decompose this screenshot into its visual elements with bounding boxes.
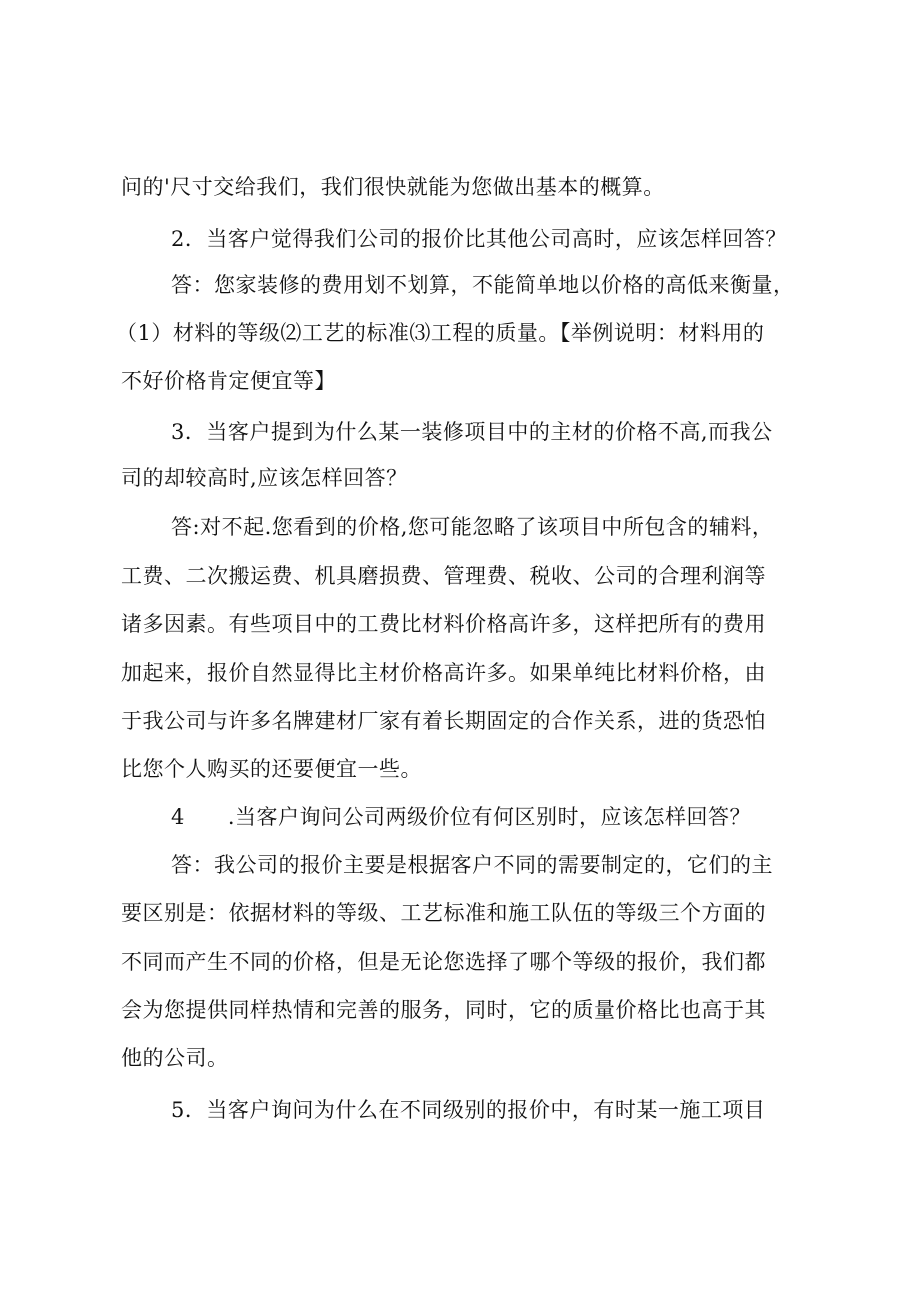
text-line bbox=[0, 318, 920, 348]
text-line bbox=[0, 898, 920, 928]
text-line bbox=[0, 609, 920, 639]
text-line bbox=[0, 1095, 920, 1125]
line-text: 5．当客户询问为什么在不同级别的报价中，有时某一施工项目 bbox=[171, 1098, 766, 1122]
line-text: 司的却较高时,应该怎样回答？ bbox=[121, 466, 408, 490]
line-text: 4 .当客户询问公司两级价位有何区别时，应该怎样回答？ bbox=[171, 805, 752, 829]
line-text: 工费、二次搬运费、机具磨损费、管理费、税收、公司的合理利润等 bbox=[121, 564, 766, 588]
text-line bbox=[0, 463, 920, 493]
line-text: 他的公司。 bbox=[121, 1046, 229, 1070]
line-text: 要区别是：依据材料的等级、工艺标准和施工队伍的等级三个方面的 bbox=[121, 901, 766, 925]
line-text: 会为您提供同样热情和完善的服务，同时，它的质量价格比也高于其 bbox=[121, 998, 766, 1022]
line-text: 2．当客户觉得我们公司的报价比其他公司高时，应该怎样回答？ bbox=[171, 227, 787, 251]
text-line bbox=[0, 512, 920, 542]
line-text: 于我公司与许多名牌建材厂家有着长期固定的合作关系，进的货恐怕 bbox=[121, 709, 766, 733]
text-line bbox=[0, 366, 920, 396]
line-text: 问的'尺寸交给我们，我们很快就能为您做出基本的概算。 bbox=[121, 175, 665, 199]
text-line bbox=[0, 658, 920, 688]
text-line bbox=[0, 1043, 920, 1073]
text-line bbox=[0, 850, 920, 880]
line-text: 答：您家装修的费用划不划算，不能简单地以价格的高低来衡量， bbox=[171, 273, 795, 297]
text-line bbox=[0, 224, 920, 254]
text-line bbox=[0, 270, 920, 300]
line-text: 比您个人购买的还要便宜一些。 bbox=[121, 757, 422, 781]
text-line bbox=[0, 995, 920, 1025]
line-text: 诸多因素。有些项目中的工费比材料价格高许多，这样把所有的费用 bbox=[121, 612, 766, 636]
text-line bbox=[0, 417, 920, 447]
text-line bbox=[0, 706, 920, 736]
text-line bbox=[0, 561, 920, 591]
text-line bbox=[0, 754, 920, 784]
line-text: 答：我公司的报价主要是根据客户不同的需要制定的，它们的主 bbox=[171, 853, 773, 877]
line-text: 不好价格肯定便宜等】 bbox=[121, 369, 336, 393]
line-text: 3．当客户提到为什么某一装修项目中的主材的价格不高,而我公 bbox=[171, 420, 773, 444]
text-line bbox=[0, 802, 920, 832]
line-text: （1）材料的等级⑵工艺的标准⑶工程的质量。【举例说明：材料用的 bbox=[116, 321, 765, 345]
text-line bbox=[0, 172, 920, 202]
line-text: 答:对不起.您看到的价格,您可能忽略了该项目中所包含的辅料， bbox=[171, 515, 774, 539]
text-line bbox=[0, 947, 920, 977]
line-text: 不同而产生不同的价格，但是无论您选择了哪个等级的报价，我们都 bbox=[121, 950, 766, 974]
line-text: 加起来，报价自然显得比主材价格高许多。如果单纯比材料价格，由 bbox=[121, 661, 766, 685]
